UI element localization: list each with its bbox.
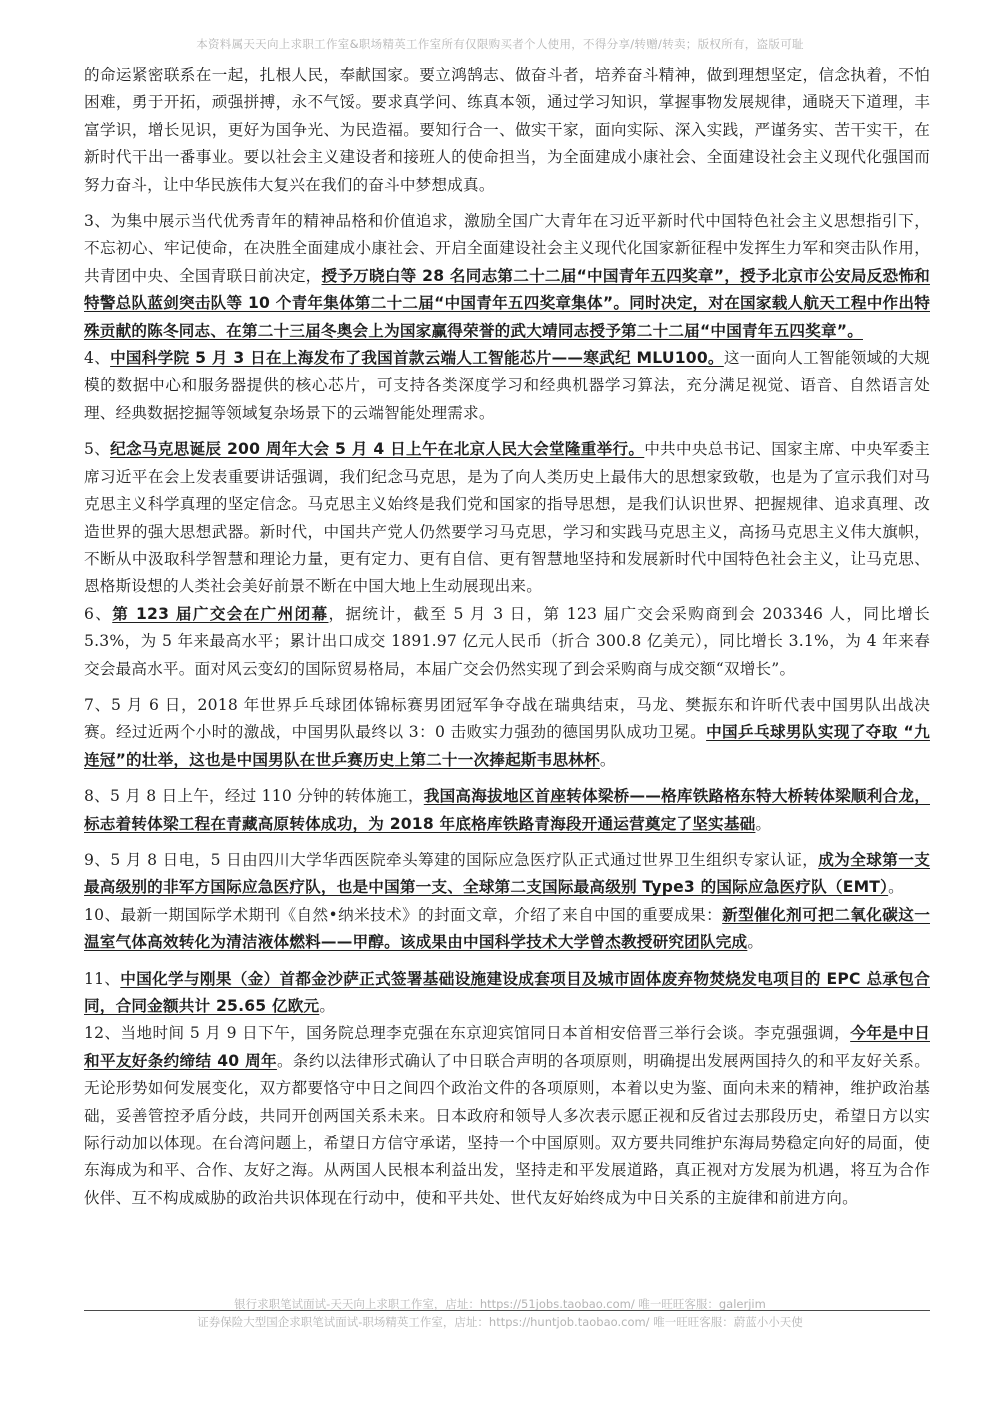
paragraph-text: 。 xyxy=(755,814,772,833)
paragraph-text: 。 xyxy=(599,750,616,769)
highlighted-text: 新型催化剂可把二氧化碳这一温室气体高效转化为清洁液体燃料——甲醇。该成果由中国科学技术大学曾杰教授研究团队完成 xyxy=(84,905,930,952)
paragraph-text: 中共中央总书记、国家主席、中央军委主席习近平在会上发表重要讲话强调，我们纪念马克思，是为了向人类历史上最伟大的思想家致敬，也是为了宣示我们对马克思主义科学真理的坚定信念。马克思主义始终是我们党和国家的指导思想，是我们认识世界、把握规律、追求真理、改造世界的强大思想武器。新时代，中国共产党人仍然要学习马克思，学习和实践马克思主义，高扬马克思主义伟大旗帜，不断从中汲取科学智慧和理论力量，更有定力、更有自信、更有智慧地坚持和发展新时代中国特色社会主义，让马克思、恩格斯设想的人类社会美好前景不断在中国大地上生动展现出来。 xyxy=(84,440,930,596)
highlighted-text: 第 123 届广交会在广州闭幕 xyxy=(112,604,329,623)
news-item-11 xyxy=(84,966,930,1021)
header-watermark: 本资料属天天向上求职工作室&职场精英工作室所有仅限购买者个人使用，不得分享/转赠/转卖；版权所有，盗版可耻 xyxy=(196,37,804,51)
article-body xyxy=(84,62,930,1212)
news-item-12 xyxy=(84,1020,930,1212)
paragraph-text: 9、5 月 8 日电，5 日由四川大学华西医院牵头筹建的国际应急医疗队正式通过世界卫生组织专家认证， xyxy=(84,850,819,869)
paragraph-text: 10、最新一期国际学术期刊《自然•纳米技术》的封面文章，介绍了来自中国的重要成果： xyxy=(84,905,723,924)
paragraph-text: 6、 xyxy=(84,604,113,623)
news-item-6 xyxy=(84,601,930,683)
highlighted-text: 今年是中日和平友好条约缔结 40 周年 xyxy=(84,1024,930,1070)
paragraph-text: 。 xyxy=(888,878,904,897)
paragraph-text: 12、当地时间 5 月 9 日下午，国务院总理李克强在东京迎宾馆同日本首相安倍晋三举行会谈。李克强强调， xyxy=(84,1024,851,1043)
paragraph-text: 。条约以法律形式确认了中日联合声明的各项原则，明确提出发展两国持久的和平友好关系。无论形势如何发展变化，双方都要恪守中日之间四个政治文件的各项原则，本着以史为鉴、面向未来的精神，维护政治基础，妥善管控矛盾分歧，共同开创两国关系未来。日本政府和领导人多次表示愿正视和反省过去那段历史，希望日方以实际行动加以体现。在台湾问题上，希望日方信守承诺，坚持一个中国原则。双方要共同维护东海局势稳定向好的局面，使东海成为和平、合作、友好之海。从两国人民根本利益出发，坚持走和平发展道路，真正视对方发展为机遇，将互为合作伙伴、互不构成威胁的政治共识体现在行动中，使和平共处、世代友好始终成为中日关系的主旋律和前进方向。 xyxy=(84,1051,931,1207)
paragraph-text: 3、为集中展示当代优秀青年的精神品格和价值追求，激励全国广大青年在习近平新时代中国特色社会主义思想指引下，不忘初心、牢记使命，在决胜全面建成小康社会、开启全面建设社会主义现代化国家新征程中发挥生力军和突击队作用，共青团中央、全国青联日前决定， xyxy=(84,212,930,285)
paragraph-text: 。 xyxy=(747,933,764,952)
highlighted-text: 纪念马克思诞辰 200 周年大会 5 月 4 日上午在北京人民大会堂隆重举行。 xyxy=(110,440,645,459)
paragraph-text: 。 xyxy=(319,997,336,1015)
news-item-4 xyxy=(84,345,930,427)
highlighted-text: 我国高海拔地区首座转体梁桥——格库铁路格东特大桥转体梁顺利合龙，标志着转体梁工程在青藏高原转体成功，为 2018 年底格库铁路青海段开通运营奠定了坚实基础 xyxy=(84,787,930,833)
highlighted-text: 成为全球第一支最高级别的非军方国际应急医疗队，也是中国第一支、全球第二支国际最高级别 Type3 的国际应急医疗队（EMT） xyxy=(84,850,931,897)
news-item-5 xyxy=(84,436,930,600)
news-item-10 xyxy=(84,902,930,957)
footer-divider xyxy=(84,1310,930,1311)
paragraph-text: ，据统计，截至 5 月 3 日，第 123 届广交会采购商到会 203346 人，同比增长 5.3%，为 5 年来最高水平；累计出口成交 1891.97 亿元人民币（折合 300.8 亿美元），同比增长 3.1%，为 4 年来春交会最高水平。面对风云变幻的国际贸易格局，本届广交会仍然实现了到会采购商与成交额“双增长”。 xyxy=(84,604,930,678)
paragraph-intro-continued xyxy=(84,62,930,199)
highlighted-text: 授予万晓白等 28 名同志第二十二届“中国青年五四奖章”，授予北京市公安局反恐怖和特警总队蓝剑突击队等 10 个青年集体第二十二届“中国青年五四奖章集体”。同时决定，对在国家载人航天工程中作出特殊贡献的陈冬同志、在第二十三届冬奥会上为国家赢得荣誉的武大靖同志授予第二十二届“中国青年五四奖章”。 xyxy=(84,266,930,340)
paragraph-text: 8、5 月 8 日上午，经过 110 分钟的转体施工， xyxy=(84,787,424,806)
news-item-9 xyxy=(84,847,930,902)
footer-watermark-line-1: 银行求职笔试面试-天天向上求职工作室，店址：https://51jobs.taobao.com/ 唯一旺旺客服：galerjim xyxy=(234,1297,766,1311)
highlighted-text: 中国化学与刚果（金）首都金沙萨正式签署基础设施建设成套项目及城市固体废弃物焚烧发电项目的 EPC 总承包合同，合同金额共计 25.65 亿欧元 xyxy=(84,969,930,1015)
news-item-7 xyxy=(84,692,930,774)
paragraph-text: 4、 xyxy=(84,349,111,368)
footer-watermark-line-2: 证券保险大型国企求职笔试面试-职场精英工作室，店址：https://huntjob.taobao.com/ 唯一旺旺客服：蔚蓝小小天使 xyxy=(197,1315,803,1329)
paragraph-text: 5、 xyxy=(84,440,111,459)
paragraph-text: 这一面向人工智能领域的大规模的数据中心和服务器提供的核心芯片，可支持各类深度学习和经典机器学习算法，充分满足视觉、语音、自然语言处理、经典数据挖掘等领域复杂场景下的云端智能处理需求。 xyxy=(84,349,930,422)
highlighted-text: 中国科学院 5 月 3 日在上海发布了我国首款云端人工智能芯片——寒武纪 MLU100。 xyxy=(110,349,724,368)
paragraph-text: 7、5 月 6 日，2018 年世界乒乓球团体锦标赛男团冠军争夺战在瑞典结束，马龙、樊振东和许昕代表中国男队出战决赛。经过近两个小时的激战，中国男队最终以 3：0 击败实力强劲的德国男队成功卫冕。 xyxy=(84,695,930,742)
paragraph-text: 11、 xyxy=(84,969,121,988)
paragraph-text: 的命运紧密联系在一起，扎根人民，奉献国家。要立鸿鹄志、做奋斗者，培养奋斗精神，做到理想坚定，信念执着，不怕困难，勇于开拓，顽强拼搏，永不气馁。要求真学问、练真本领，通过学习知识，掌握事物发展规律，通晓天下道理，丰富学识，增长见识，更好为国争光、为民造福。要知行合一、做实干家，面向实际、深入实践，严谨务实、苦干实干，在新时代干出一番事业。要以社会主义建设者和接班人的使命担当，为全面建成小康社会、全面建设社会主义现代化强国而努力奋斗，让中华民族伟大复兴在我们的奋斗中梦想成真。 xyxy=(84,66,930,194)
highlighted-text: 中国乒乓球男队实现了夺取 “九连冠”的壮举，这也是中国男队在世乒赛历史上第二十一次捧起斯韦思林杯 xyxy=(84,723,930,769)
news-item-8 xyxy=(84,783,930,838)
news-item-3 xyxy=(84,208,930,345)
